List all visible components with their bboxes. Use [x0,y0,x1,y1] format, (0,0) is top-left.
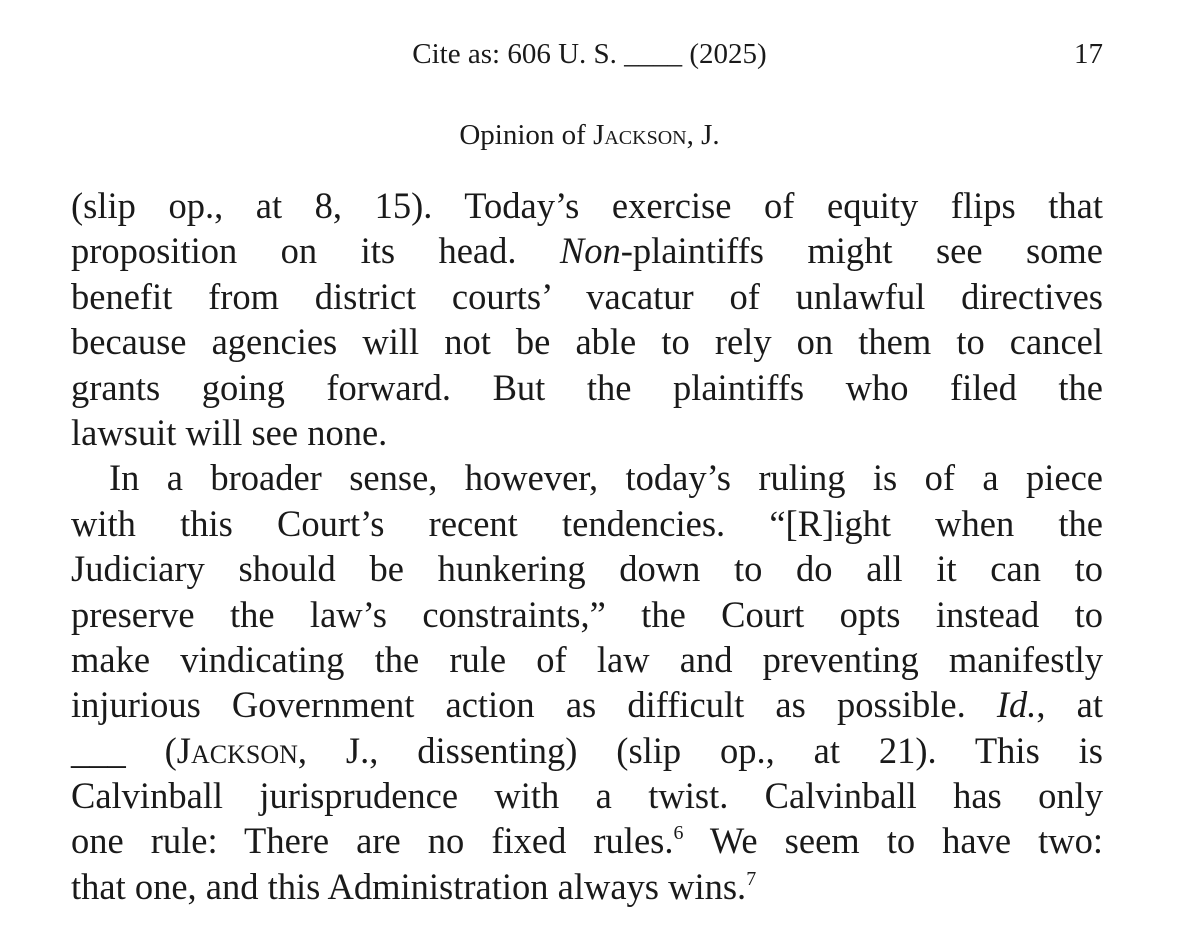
italic-text: Id. [996,684,1037,726]
author-name: Jackson [176,729,298,771]
text-line [71,818,1103,863]
running-head-author: Jackson [593,119,687,151]
running-head-prefix: Opinion of [459,119,594,151]
text-line: (slip op., at 8, 15). Today’s exercise of equity flips that [71,185,1103,226]
running-head [0,115,1179,155]
text-line [71,682,1103,727]
running-head-suffix: , J. [686,119,720,151]
text-span: that one, and this Administration always wins. [71,865,747,907]
text-line [71,864,1103,909]
text-line: lawsuit will see none. [71,411,388,453]
text-line: Judiciary should be hunkering down to do all it can to [71,548,1103,590]
text-span: ___ ( [71,729,177,771]
paragraph-1 [71,183,1103,455]
text-line: preserve the law’s constraints,” the Court opts instead to [71,593,1103,635]
text-span: , J., dissenting) (slip op., at 21). This is [297,729,1103,771]
text-line: benefit from district courts’ vacatur of unlawful directives [71,275,1103,317]
text-line [71,228,1103,273]
paragraph-2 [71,455,1103,909]
text-line: with this Court’s recent tendencies. “[R]ight when the [71,502,1103,544]
text-span: We seem to have two: [683,820,1103,862]
citation-header: Cite as: 606 U. S. ____ (2025) [412,38,767,70]
page-header [0,34,1179,74]
text-line [71,728,1103,773]
text-line: grants going forward. But the plaintiffs who filed the [71,366,1103,408]
text-span: , at [1036,684,1103,726]
italic-text: Non [559,230,621,272]
text-line: In a broader sense, however, today’s ruling is of a piece [109,457,1103,499]
text-line: make vindicating the rule of law and preventing manifestly [71,638,1103,680]
text-span: proposition on its head. [71,230,560,272]
text-line: Calvinball jurisprudence with a twist. Calvinball has only [71,775,1103,817]
opinion-body [71,183,1103,909]
footnote-marker[interactable]: 6 [673,822,684,845]
text-span: one rule: There are no fixed rules. [71,820,674,862]
page-number: 17 [1074,38,1103,70]
text-span: -plaintiffs might see some [620,230,1103,272]
text-span: injurious Government action as difficult as possible. [71,684,997,726]
footnote-marker[interactable]: 7 [746,867,757,890]
text-line: because agencies will not be able to rely on them to cancel [71,321,1103,363]
